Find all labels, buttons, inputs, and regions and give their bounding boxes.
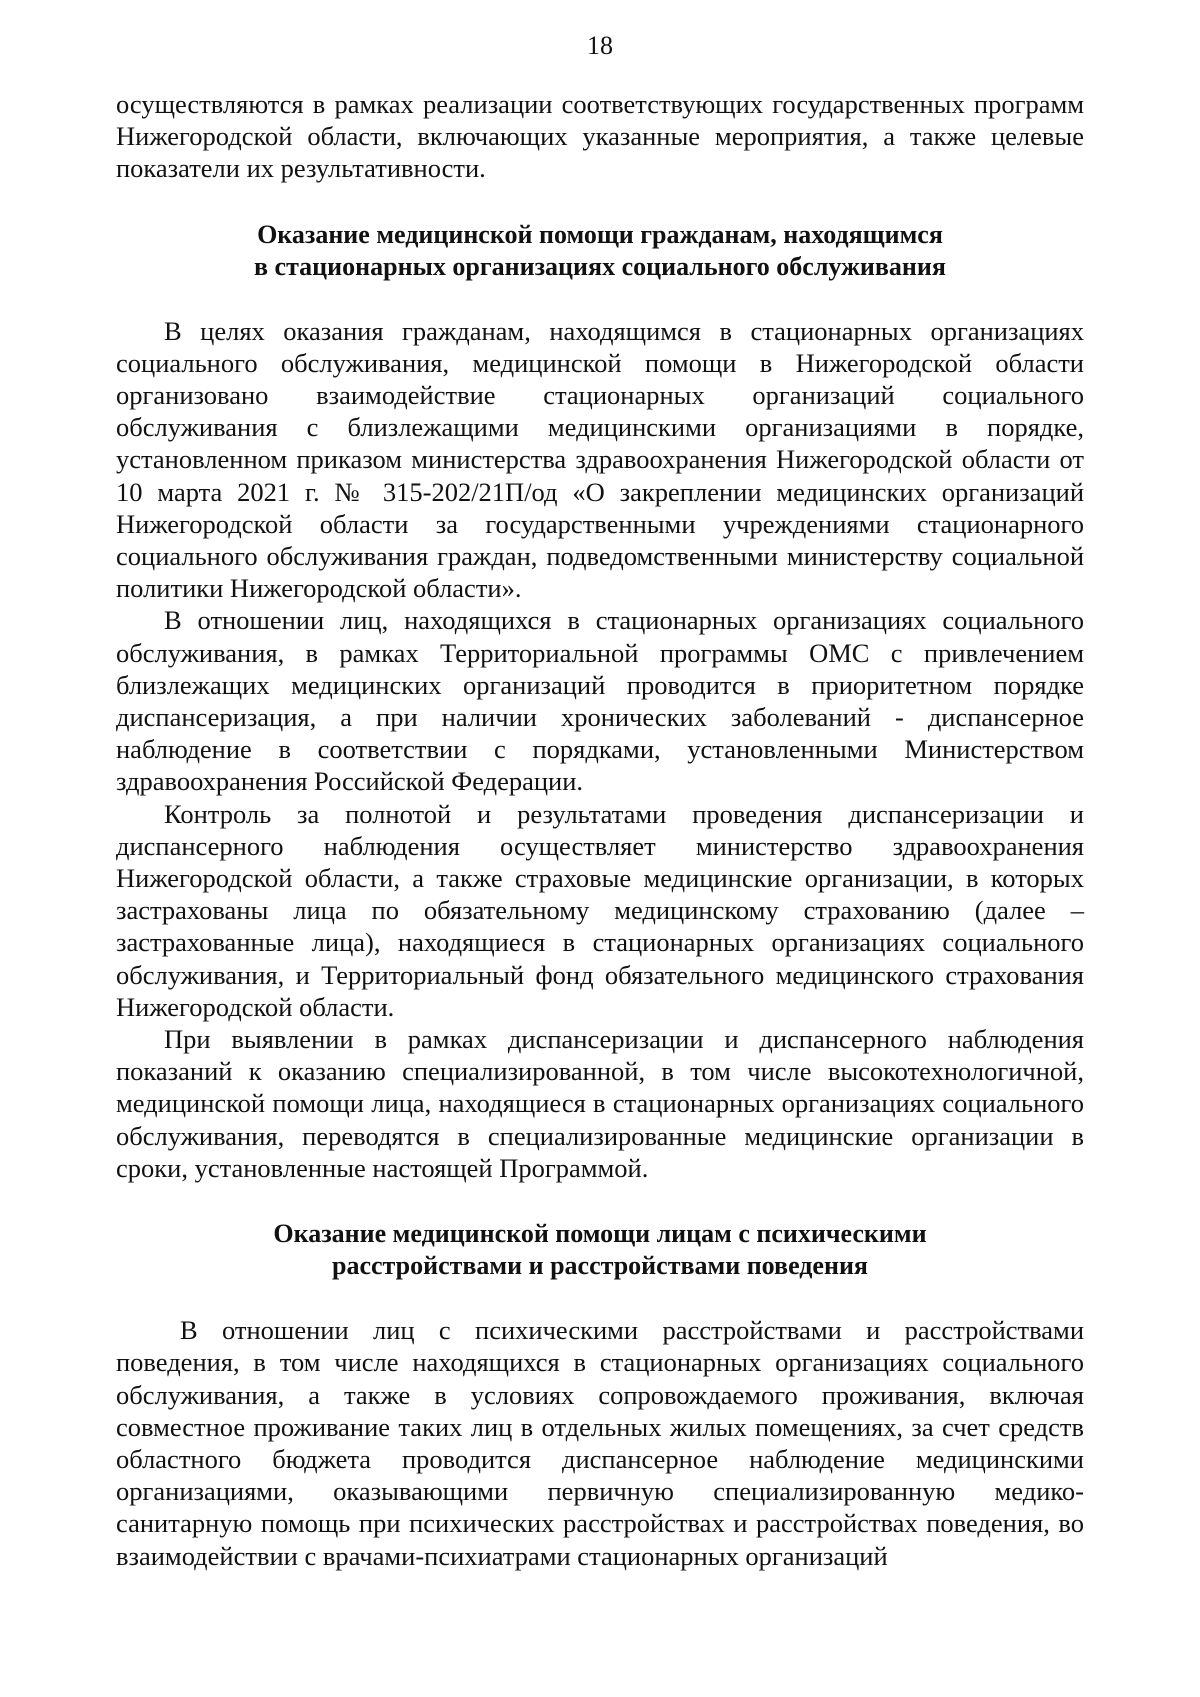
paragraph: При выявлении в рамках диспансеризации и диспансерного наблюдения показаний к оказанию специализированной, в том числе высокотехнологичной, медицинской помощи лица, находящиеся в стационарных организациях социального обслуживания, переводятся в специализированные медицинские организации в сроки, установленные настоящей Программой.	[116, 1024, 1084, 1183]
heading-line: Оказание медицинской помощи лицам с психическими	[273, 1219, 927, 1249]
section-heading-mental-disorders	[116, 1218, 1084, 1282]
heading-line: в стационарных организациях социального обслуживания	[254, 251, 946, 281]
intro-paragraph: осуществляются в рамках реализации соответствующих государственных программ Нижегородской области, включающих указанные мероприятия, а также целевые показатели их результативности.	[116, 89, 1084, 184]
page-number: 18	[587, 31, 613, 60]
heading-line: Оказание медицинской помощи гражданам, находящимся	[257, 219, 943, 249]
paragraph: В целях оказания гражданам, находящимся в стационарных организациях социального обслуживания, медицинской помощи в Нижегородской области организовано взаимодействие стационарных организаций социального обслуживания с близлежащими медицинскими организациями в порядке, установленном приказом министерства здравоохранения Нижегородской области от 10 марта 2021 г. № 315-202/21П/од «О закреплении медицинских организаций Нижегородской области за государственными учреждениями стационарного социального обслуживания граждан, подведомственными министерству социальной политики Нижегородской области».	[116, 315, 1084, 604]
paragraph: В отношении лиц с психическими расстройствами и расстройствами поведения, в том числе находящихся в стационарных организациях социального обслуживания, а также в условиях сопровождаемого проживания, включая совместное проживание таких лиц в отдельных жилых помещениях, за счет средств областного бюджета проводится диспансерное наблюдение медицинскими организациями, оказывающими первичную специализированную медико-санитарную помощь при психических расстройствах и расстройствах поведения, во взаимодействии с врачами-психиатрами стационарных организаций	[116, 1315, 1084, 1571]
paragraph: Контроль за полнотой и результатами проведения диспансеризации и диспансерного наблюдения осуществляет министерство здравоохранения Нижегородской области, а также страховые медицинские организации, в которых застрахованы лица по обязательному медицинскому страхованию (далее – застрахованные лица), находящиеся в стационарных организациях социального обслуживания, и Территориальный фонд обязательного медицинского страхования Нижегородской области.	[116, 798, 1084, 1022]
spacer	[116, 1282, 1084, 1314]
spacer	[116, 283, 1084, 315]
document-body	[116, 88, 1084, 1572]
section-heading-social-care	[116, 219, 1084, 283]
heading-line: расстройствами и расстройствами поведения	[332, 1251, 868, 1281]
paragraph: В отношении лиц, находящихся в стационарных организациях социального обслуживания, в рамках Территориальной программы ОМС с привлечением близлежащих медицинских организаций проводится в приоритетном порядке диспансеризация, а при наличии хронических заболеваний - диспансерное наблюдение в соответствии с порядками, установленными Министерством здравоохранения Российской Федерации.	[116, 605, 1084, 797]
spacer	[116, 185, 1084, 219]
spacer	[116, 1184, 1084, 1218]
